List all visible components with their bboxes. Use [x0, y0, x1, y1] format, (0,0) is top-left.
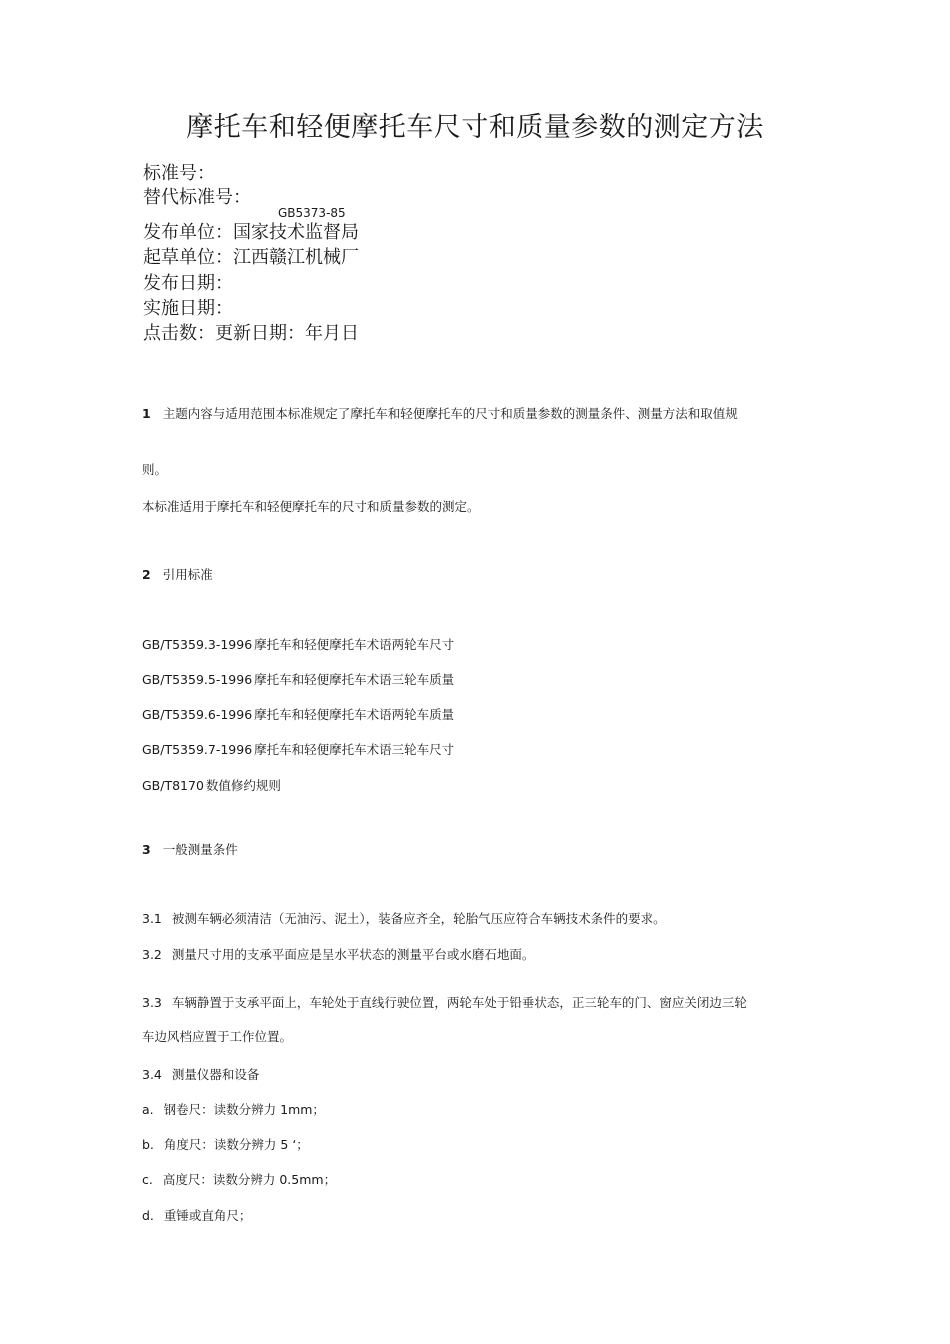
issuer-line: 发布单位：国家技术监督局 [143, 222, 359, 243]
reference-title: 摩托车和轻便摩托车术语三轮车质量 [254, 672, 455, 687]
reference-title: 摩托车和轻便摩托车术语两轮车尺寸 [254, 637, 455, 652]
clause-number: 3.4 [142, 1067, 162, 1082]
clause-number: 3.1 [142, 911, 162, 926]
section-3-number: 3 [142, 842, 151, 857]
clause-text: 测量尺寸用的支承平面应是呈水平状态的测量平台或水磨石地面。 [171, 947, 535, 962]
clause-text: 车辆静置于支承平面上，车轮处于直线行驶位置，两轮车处于铅垂状态，正三轮车的门、窗应关闭边三轮 [171, 995, 747, 1010]
reference-code: GB/T8170 [142, 778, 204, 793]
section-2-title: 引用标准 [162, 567, 213, 582]
section-1-continuation: 则。 [142, 462, 168, 477]
standard-no-label: 标准号： [143, 163, 215, 184]
clause-text: 测量仪器和设备 [171, 1067, 260, 1082]
clause-number: 3.3 [142, 995, 162, 1010]
reference-item [142, 636, 454, 654]
section-1-line [142, 405, 738, 423]
reference-title: 摩托车和轻便摩托车术语两轮车质量 [254, 707, 455, 722]
reference-code: GB/T5359.6-1996 [142, 707, 253, 722]
instrument-item [142, 1207, 251, 1225]
instrument-text: 角度尺：读数分辨力 5 ‘； [163, 1137, 309, 1152]
clause-number: 3.2 [142, 947, 162, 962]
instrument-label: c. [142, 1172, 153, 1187]
reference-item [142, 671, 454, 689]
instrument-label: b. [142, 1137, 154, 1152]
instrument-label: d. [142, 1208, 154, 1223]
reference-code: GB/T5359.3-1996 [142, 637, 253, 652]
reference-code: GB/T5359.7-1996 [142, 742, 253, 757]
section-1-number: 1 [142, 406, 151, 421]
section-2-number: 2 [142, 567, 151, 582]
instrument-item [142, 1136, 309, 1154]
section-1-scope: 本标准适用于摩托车和轻便摩托车的尺寸和质量参数的测定。 [142, 499, 480, 514]
document-title: 摩托车和轻便摩托车尺寸和质量参数的测定方法 [186, 112, 764, 143]
instrument-text: 高度尺：读数分辨力 0.5mm； [162, 1172, 337, 1187]
reference-title: 摩托车和轻便摩托车术语三轮车尺寸 [254, 742, 455, 757]
clause-3-3-continuation: 车边风档应置于工作位置。 [142, 1029, 293, 1044]
reference-item [142, 777, 281, 795]
section-1-text: 主题内容与适用范围本标准规定了摩托车和轻便摩托车的尺寸和质量参数的测量条件、测量方法和取值规 [162, 406, 738, 421]
instrument-text: 钢卷尺：读数分辨力 1mm； [163, 1102, 325, 1117]
effective-date-line: 实施日期： [143, 298, 233, 319]
section-3-heading [142, 841, 238, 859]
clicks-line: 点击数：更新日期：年月日 [143, 323, 359, 344]
reference-code: GB/T5359.5-1996 [142, 672, 253, 687]
section-2-heading [142, 566, 213, 584]
clause-3-3 [142, 994, 747, 1012]
reference-item [142, 741, 454, 759]
drafter-line: 起草单位：江西赣江机械厂 [143, 247, 359, 268]
reference-item [142, 706, 454, 724]
reference-title: 数值修约规则 [205, 778, 281, 793]
clause-3-4 [142, 1066, 259, 1084]
instrument-item [142, 1171, 336, 1189]
instrument-text: 重锤或直角尺； [163, 1208, 252, 1223]
instrument-label: a. [142, 1102, 154, 1117]
clause-text: 被测车辆必须清洁（无油污、泥土），装备应齐全，轮胎气压应符合车辆技术条件的要求。 [171, 911, 666, 926]
issue-date-line: 发布日期： [143, 273, 233, 294]
replaces-label: 替代标准号： [143, 187, 251, 208]
clause-3-2 [142, 946, 534, 964]
clause-3-1 [142, 910, 666, 928]
replaces-value: GB5373-85 [278, 206, 346, 220]
section-3-title: 一般测量条件 [162, 842, 238, 857]
instrument-item [142, 1101, 325, 1119]
